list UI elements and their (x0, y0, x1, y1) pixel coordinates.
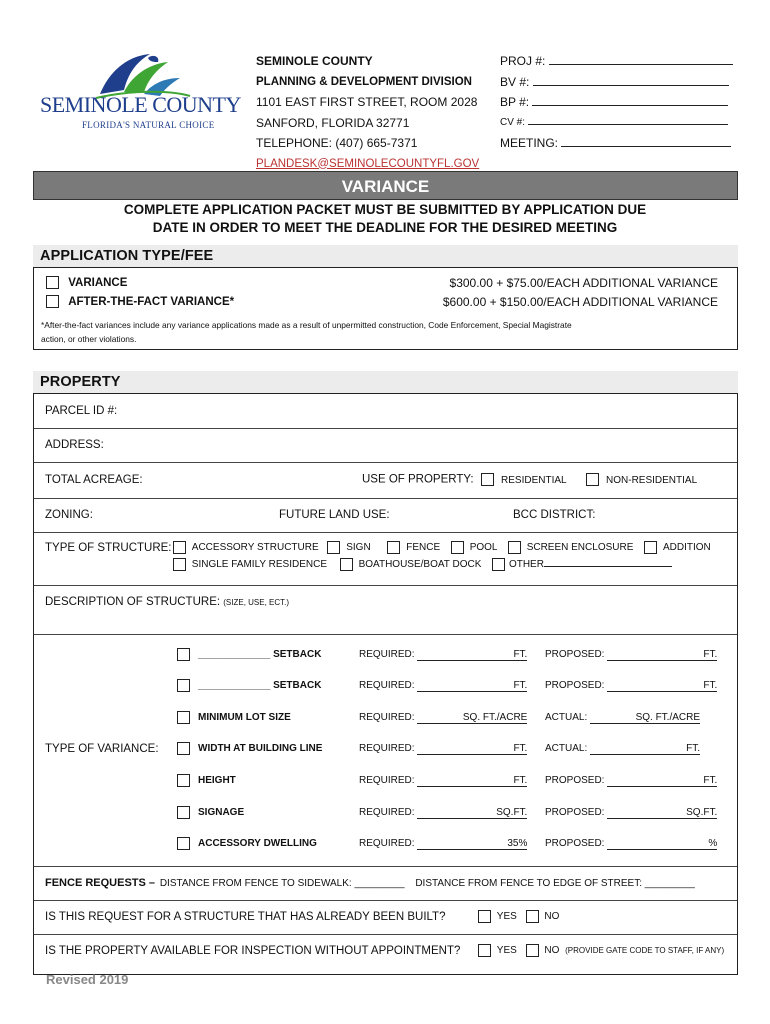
screen-checkbox[interactable] (508, 541, 521, 554)
inspection-question: IS THE PROPERTY AVAILABLE FOR INSPECTION WITHOUT APPOINTMENT? (45, 945, 461, 957)
gate-code-note: (PROVIDE GATE CODE TO STAFF, IF ANY) (565, 946, 725, 956)
variance-row-required[interactable] (359, 838, 527, 850)
residential-checkbox[interactable] (481, 473, 494, 486)
atf-note (41, 318, 572, 346)
variance-row-alt[interactable] (545, 680, 717, 692)
alt-label: PROPOSED: (545, 838, 605, 849)
county-logo (40, 50, 245, 135)
address-field[interactable]: ADDRESS: (45, 439, 104, 451)
alt-unit: FT. (607, 649, 717, 661)
org-address2: SANFORD, FLORIDA 32771 (256, 115, 410, 130)
other-label: OTHER (508, 559, 544, 571)
structure-type-label: TYPE OF STRUCTURE: (45, 542, 172, 554)
app-type-title: APPLICATION TYPE/FEE (40, 248, 214, 264)
variance-row-label: _____________ SETBACK (198, 649, 322, 660)
variance-row-checkbox[interactable] (177, 711, 190, 724)
alt-label: PROPOSED: (545, 807, 605, 818)
required-label: REQUIRED: (359, 649, 415, 660)
variance-row (177, 742, 737, 758)
divider (34, 532, 737, 533)
variance-row-label: WIDTH AT BUILDING LINE (198, 743, 323, 754)
zoning-field[interactable]: ZONING: (45, 509, 93, 521)
sfr-label: SINGLE FAMILY RESIDENCE (191, 559, 328, 571)
variance-row-label: _____________ SETBACK (198, 680, 322, 691)
other-checkbox[interactable] (492, 558, 505, 571)
bp-label: BP #: (500, 95, 530, 109)
required-label: REQUIRED: (359, 712, 415, 723)
atf-note-line1: *After-the-fact variances include any variance applications made as a result of unpermitted construction, Code Enforcement, Special Magistrate (41, 320, 572, 330)
revised-note: Revised 2019 (46, 972, 129, 987)
variance-row-required[interactable] (359, 649, 527, 661)
logo-text: SEMINOLE COUNTY (40, 92, 241, 117)
notice-line1: COMPLETE APPLICATION PACKET MUST BE SUBMITTED BY APPLICATION DUE (123, 202, 647, 217)
alt-label: PROPOSED: (545, 775, 605, 786)
use-of-property (362, 473, 697, 486)
pool-label: POOL (469, 542, 498, 554)
alt-unit: FT. (607, 775, 717, 787)
org-address1: 1101 EAST FIRST STREET, ROOM 2028 (256, 95, 478, 109)
required-unit: SQ.FT. (417, 807, 527, 819)
fence-street-field[interactable]: DISTANCE FROM FENCE TO EDGE OF STREET: _________ (415, 878, 695, 889)
built-yes-label: YES (496, 911, 517, 923)
built-no-label: NO (544, 911, 560, 923)
property-title: PROPERTY (40, 374, 121, 390)
divider (34, 866, 737, 867)
variance-row-required[interactable] (359, 775, 527, 787)
variance-row (177, 774, 737, 790)
variance-row-checkbox[interactable] (177, 774, 190, 787)
variance-row-required[interactable] (359, 807, 527, 819)
atf-checkbox[interactable] (46, 295, 59, 308)
inspection-no-label: NO (544, 945, 560, 957)
nonresidential-checkbox[interactable] (586, 473, 599, 486)
variance-row-checkbox[interactable] (177, 806, 190, 819)
proj-label: PROJ #: (500, 54, 546, 68)
variance-row-checkbox[interactable] (177, 679, 190, 692)
atf-note-line2: action, or other violations. (41, 334, 137, 344)
cv-field[interactable] (500, 113, 733, 134)
alt-unit: % (607, 838, 717, 850)
variance-row (177, 648, 737, 664)
residential-label: RESIDENTIAL (501, 474, 567, 486)
alt-label: PROPOSED: (545, 680, 605, 691)
required-unit: FT. (417, 680, 527, 692)
org-telephone: TELEPHONE: (407) 665-7371 (256, 136, 418, 150)
property-heading (33, 371, 738, 393)
banner-title: VARIANCE (341, 177, 430, 196)
variance-row-checkbox[interactable] (177, 742, 190, 755)
divider (34, 498, 737, 499)
notice-line2: DATE IN ORDER TO MEET THE DEADLINE FOR THE DESIRED MEETING (152, 220, 618, 235)
variance-option-label: VARIANCE (68, 276, 128, 289)
structure-type-row1 (173, 541, 711, 554)
description-note: (SIZE, USE, ECT.) (223, 598, 290, 607)
screen-label: SCREEN ENCLOSURE (526, 542, 634, 554)
built-yes-checkbox[interactable] (478, 910, 491, 923)
bcc-district-field[interactable]: BCC DISTRICT: (513, 509, 596, 521)
variance-row-required[interactable] (359, 680, 527, 692)
divider (34, 585, 737, 586)
divider (34, 462, 737, 463)
boathouse-checkbox[interactable] (340, 558, 353, 571)
variance-row (177, 806, 737, 822)
required-unit: FT. (417, 649, 527, 661)
meeting-label: MEETING: (500, 136, 559, 150)
boathouse-label: BOATHOUSE/BOAT DOCK (358, 559, 482, 571)
variance-row-label: SIGNAGE (198, 807, 245, 818)
use-label: USE OF PROPERTY: (362, 473, 474, 486)
divider (34, 634, 737, 635)
variance-checkbox[interactable] (46, 276, 59, 289)
variance-row-alt[interactable] (545, 807, 717, 819)
divider (34, 934, 737, 935)
already-built-question: IS THIS REQUEST FOR A STRUCTURE THAT HAS ALREADY BEEN BUILT? (45, 911, 446, 923)
meeting-field[interactable] (500, 133, 733, 154)
description-field[interactable] (45, 596, 289, 608)
accessory-checkbox[interactable] (173, 541, 186, 554)
submission-notice (0, 201, 770, 237)
variance-row-alt[interactable] (545, 712, 700, 724)
required-unit: FT. (417, 743, 527, 755)
inspection-yes-label: YES (496, 945, 517, 957)
accessory-label: ACCESSORY STRUCTURE (191, 542, 319, 554)
acreage-field[interactable]: TOTAL ACREAGE: (45, 474, 143, 486)
required-unit: SQ. FT./ACRE (417, 712, 527, 724)
alt-unit: FT. (590, 743, 700, 755)
alt-unit: FT. (607, 680, 717, 692)
required-unit: 35% (417, 838, 527, 850)
atf-option-label: AFTER-THE-FACT VARIANCE* (68, 295, 235, 308)
built-no-checkbox[interactable] (526, 910, 539, 923)
variance-row-label: HEIGHT (198, 775, 236, 786)
variance-row-alt[interactable] (545, 775, 717, 787)
inspection-no-checkbox[interactable] (526, 944, 539, 957)
variance-row-alt[interactable] (545, 649, 717, 661)
org-name: SEMINOLE COUNTY (256, 54, 373, 68)
variance-banner (33, 171, 738, 200)
alt-label: PROPOSED: (545, 649, 605, 660)
variance-row-label: MINIMUM LOT SIZE (198, 712, 291, 723)
alt-unit: SQ. FT./ACRE (590, 712, 700, 724)
atf-option[interactable] (46, 295, 234, 308)
cv-label: CV #: (500, 116, 526, 128)
required-label: REQUIRED: (359, 775, 415, 786)
addition-label: ADDITION (662, 542, 711, 554)
variance-row (177, 837, 737, 853)
bv-field[interactable] (500, 72, 733, 93)
inspection-yes-checkbox[interactable] (478, 944, 491, 957)
atf-fee: $600.00 + $150.00/EACH ADDITIONAL VARIANCE (442, 295, 718, 309)
alt-label: ACTUAL: (545, 743, 588, 754)
pool-checkbox[interactable] (451, 541, 464, 554)
fence-label: FENCE (406, 542, 441, 554)
required-label: REQUIRED: (359, 743, 415, 754)
proj-field[interactable] (500, 51, 733, 72)
org-address-block (256, 51, 479, 174)
sign-label: SIGN (346, 542, 371, 554)
bv-label: BV #: (500, 74, 530, 89)
required-unit: FT. (417, 775, 527, 787)
required-label: REQUIRED: (359, 838, 415, 849)
divider (34, 900, 737, 901)
variance-row-required[interactable] (359, 743, 527, 755)
office-use-block (500, 51, 733, 154)
org-division: PLANNING & DEVELOPMENT DIVISION (256, 75, 472, 88)
required-label: REQUIRED: (359, 807, 415, 818)
variance-row (177, 679, 737, 695)
variance-row-checkbox[interactable] (177, 648, 190, 661)
already-built-answers (478, 910, 559, 923)
addition-checkbox[interactable] (644, 541, 657, 554)
required-label: REQUIRED: (359, 680, 415, 691)
variance-row-checkbox[interactable] (177, 837, 190, 850)
variance-row-label: ACCESSORY DWELLING (198, 838, 317, 849)
alt-unit: SQ.FT. (607, 807, 717, 819)
variance-row-alt[interactable] (545, 743, 700, 755)
parcel-id-field[interactable]: PARCEL ID #: (45, 405, 118, 417)
description-label: DESCRIPTION OF STRUCTURE: (45, 596, 221, 608)
variance-row (177, 711, 737, 727)
variance-row-required[interactable] (359, 712, 527, 724)
future-land-use-field[interactable]: FUTURE LAND USE: (279, 509, 390, 521)
structure-type-row2 (173, 558, 672, 571)
fence-checkbox[interactable] (387, 541, 400, 554)
variance-type-label: TYPE OF VARIANCE: (45, 743, 159, 755)
sign-checkbox[interactable] (327, 541, 340, 554)
sfr-checkbox[interactable] (173, 558, 186, 571)
divider (34, 428, 737, 429)
fence-requests-label: FENCE REQUESTS – (45, 877, 156, 889)
inspection-answers (478, 944, 724, 957)
bp-field[interactable] (500, 92, 733, 113)
variance-option[interactable] (46, 276, 127, 289)
alt-label: ACTUAL: (545, 712, 588, 723)
fence-sidewalk-field[interactable]: DISTANCE FROM FENCE TO SIDEWALK: _________ (159, 878, 405, 889)
variance-fee: $300.00 + $75.00/EACH ADDITIONAL VARIANCE (449, 276, 718, 290)
app-type-heading (33, 245, 738, 267)
variance-row-alt[interactable] (545, 838, 717, 850)
fence-requests (45, 877, 695, 889)
logo-tagline: FLORIDA'S NATURAL CHOICE (82, 120, 215, 130)
org-email[interactable]: PLANDESK@SEMINOLECOUNTYFL.GOV (256, 157, 480, 170)
nonresidential-label: NON-RESIDENTIAL (606, 474, 698, 486)
